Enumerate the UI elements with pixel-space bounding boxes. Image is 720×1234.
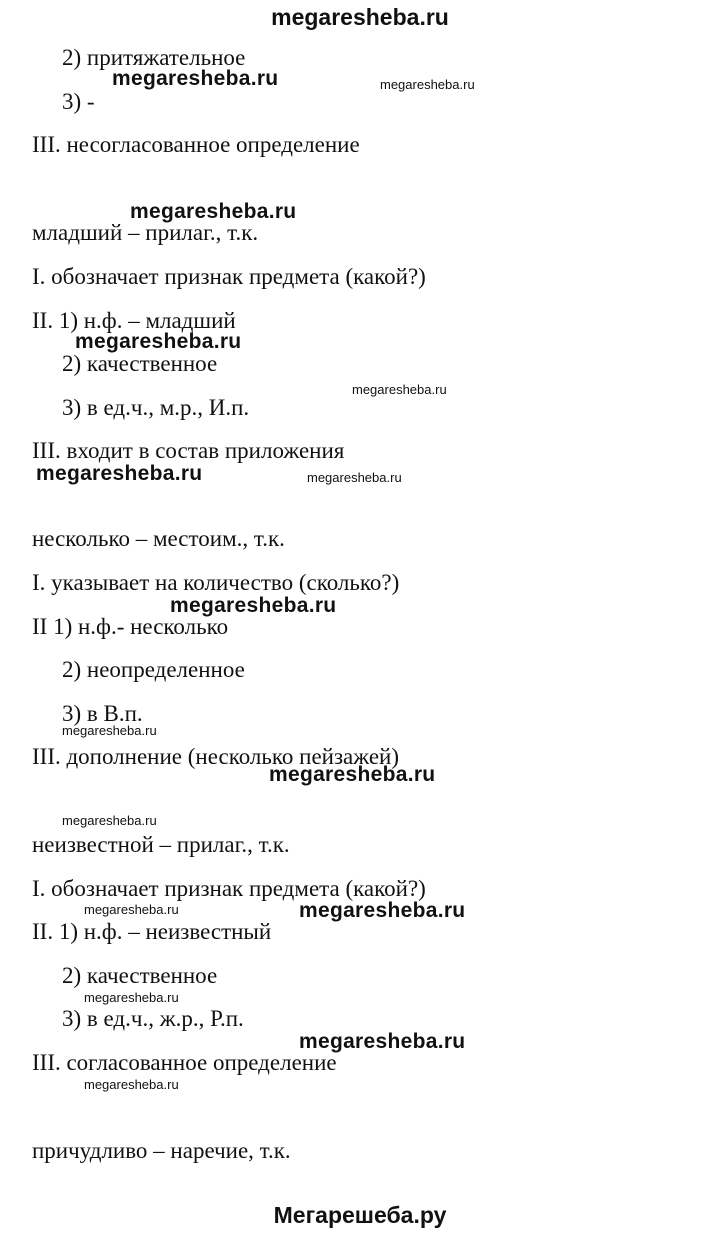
text-line: младший – прилаг., т.к. [32,220,259,245]
text-line: 2) качественное [62,351,218,376]
watermark: megaresheba.ru [269,763,436,786]
watermark-small: megaresheba.ru [84,902,179,917]
text-line: II 1) н.ф.- несколько [32,614,229,639]
watermark: megaresheba.ru [36,462,203,485]
text-line: причудливо – наречие, т.к. [32,1138,291,1163]
text-line: 3) в ед.ч., м.р., И.п. [62,395,250,420]
watermark: megaresheba.ru [299,1030,466,1053]
text-line: III. согласованное определение [32,1050,337,1075]
watermark: megaresheba.ru [112,67,279,90]
watermark-small: megaresheba.ru [380,77,475,92]
watermark-small: megaresheba.ru [352,382,447,397]
watermark: megaresheba.ru [170,594,337,617]
watermark-small: megaresheba.ru [62,813,157,828]
text-line: 2) неопределенное [62,657,245,682]
text-line: несколько – местоим., т.к. [32,526,285,551]
text-line: I. обозначает признак предмета (какой?) [32,264,426,289]
watermark-small: megaresheba.ru [84,990,179,1005]
watermark-small: megaresheba.ru [62,723,157,738]
watermark: megaresheba.ru [75,330,242,353]
text-line: 3) в ед.ч., ж.р., Р.п. [62,1006,244,1031]
footer-site-watermark: Мегарешеба.ру [273,1202,447,1228]
text-line: II. 1) н.ф. – младший [32,308,236,333]
text-line: III. дополнение (несколько пейзажей) [32,744,400,769]
text-line: II. 1) н.ф. – неизвестный [32,919,272,944]
text-line: 2) притяжательное [62,45,246,70]
watermark-small: megaresheba.ru [307,470,402,485]
text-line: III. несогласованное определение [32,132,360,157]
text-line: I. обозначает признак предмета (какой?) [32,876,426,901]
text-line: I. указывает на количество (сколько?) [32,570,400,595]
text-line: 3) - [62,89,95,114]
text-line: 3) в В.п. [62,701,143,726]
watermark-small: megaresheba.ru [84,1077,179,1092]
text-line: III. входит в состав приложения [32,438,345,463]
watermark: megaresheba.ru [130,200,297,223]
text-line: неизвестной – прилаг., т.к. [32,832,290,857]
text-line: 2) качественное [62,963,218,988]
header-site-watermark: megaresheba.ru [271,4,449,30]
watermark: megaresheba.ru [299,899,466,922]
